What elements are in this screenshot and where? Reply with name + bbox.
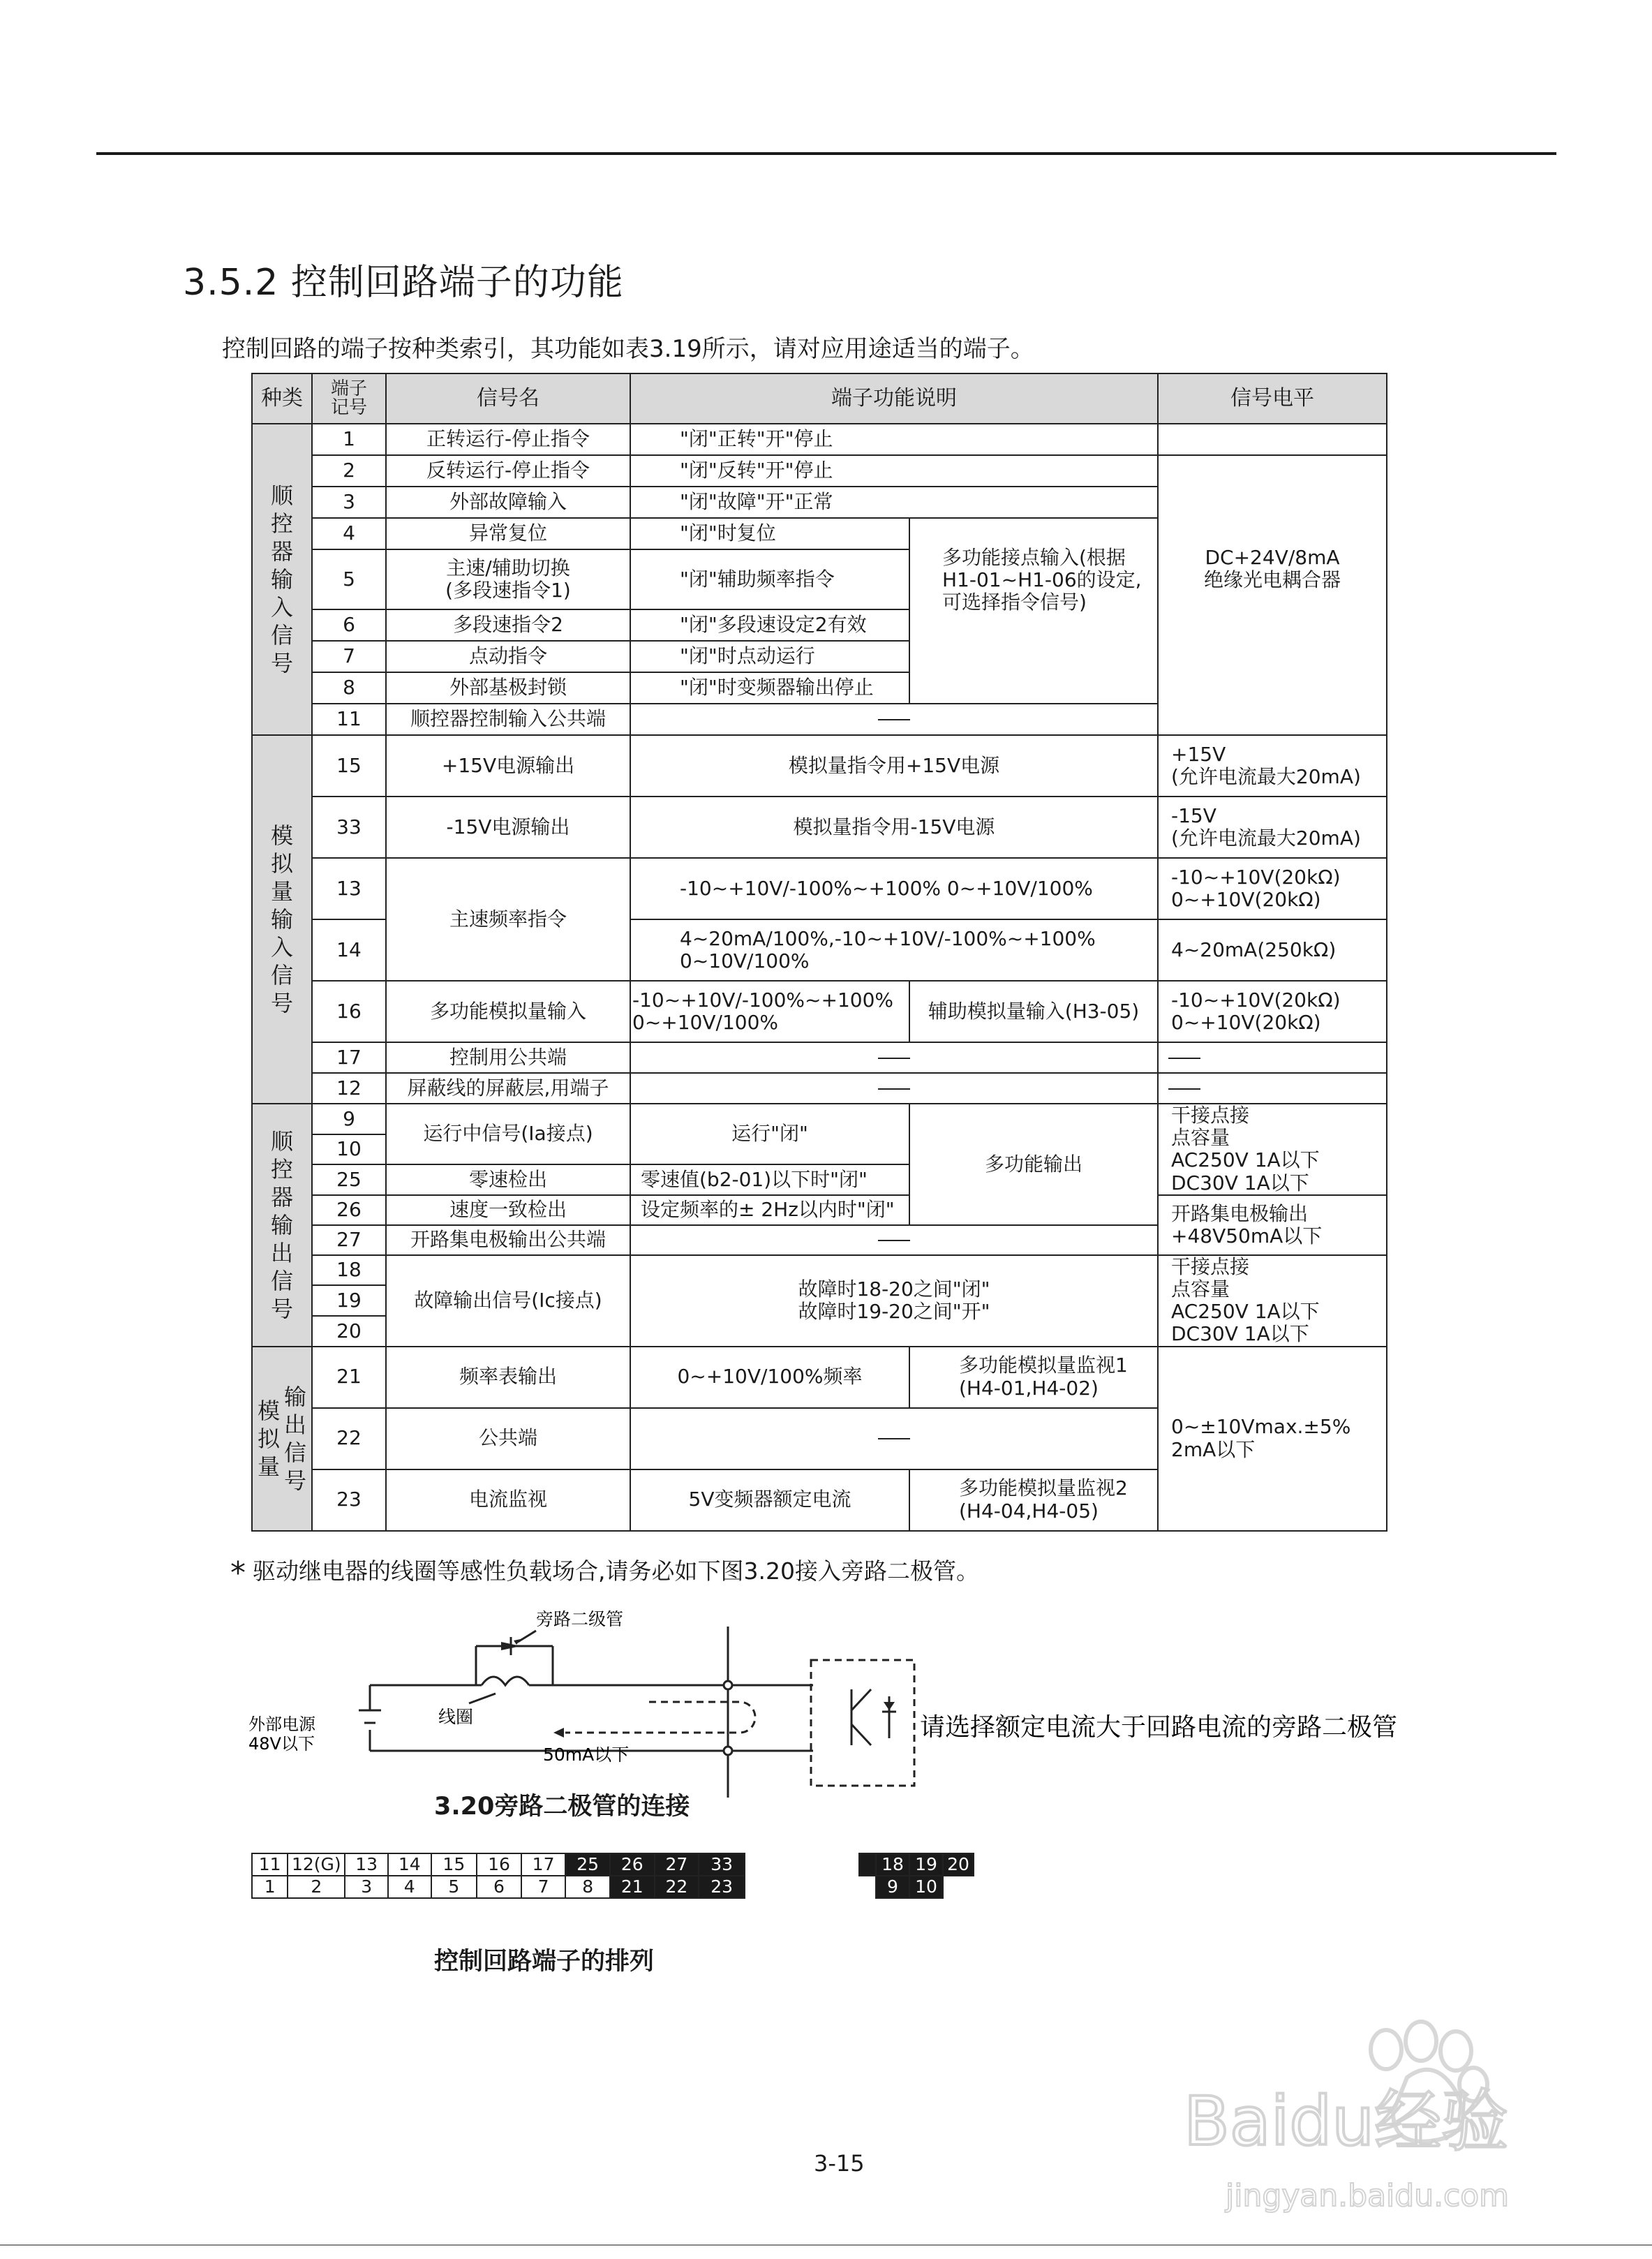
function-desc-secondary: 多功能模拟量监视1 (H4-01,H4-02) <box>909 1347 1158 1408</box>
strip-gap <box>859 1853 876 1876</box>
signal-name: 反转运行-停止指令 <box>386 455 630 487</box>
function-desc: 模拟量指令用-15V电源 <box>630 797 1158 858</box>
function-desc: "闭"辅助频率指令 <box>630 549 909 609</box>
terminal-cell: 11 <box>252 1853 288 1876</box>
terminal-id: 19 <box>312 1285 386 1316</box>
category-digital-input <box>252 424 312 735</box>
watermark-url: jingyan.baidu.com <box>1226 2178 1510 2214</box>
terminal-id: 12 <box>312 1073 386 1104</box>
terminal-id: 2 <box>312 455 386 487</box>
signal-name: 电流监视 <box>386 1469 630 1531</box>
terminal-cell: 22 <box>655 1876 699 1898</box>
terminal-id: 14 <box>312 919 386 981</box>
signal-name: 公共端 <box>386 1408 630 1469</box>
category-digital-output <box>252 1104 312 1347</box>
category-label: 顺 控 器 输 入 信 号 <box>270 482 293 676</box>
terminal-id: 7 <box>312 641 386 672</box>
terminal-cell: 27 <box>655 1853 699 1876</box>
signal-name: 主速频率指令 <box>386 858 630 981</box>
terminal-id: 9 <box>312 1104 386 1134</box>
terminal-id: 22 <box>312 1408 386 1469</box>
function-desc-secondary: 多功能模拟量监视2 (H4-04,H4-05) <box>909 1469 1158 1531</box>
supply-voltage: 48V以下 <box>248 1734 315 1754</box>
signal-name: 主速/辅助切换 (多段速指令1) <box>386 549 630 609</box>
function-desc: -10~+10V/-100%~+100% 0~+10V/100% <box>630 858 1158 919</box>
terminal-cell: 20 <box>943 1853 974 1876</box>
control-terminal-table <box>251 373 1387 1532</box>
terminal-id: 21 <box>312 1347 386 1408</box>
terminal-cell: 15 <box>431 1853 477 1876</box>
multi-function-output: 多功能输出 <box>909 1104 1158 1225</box>
terminal-id: 27 <box>312 1225 386 1255</box>
terminal-id: 26 <box>312 1195 386 1225</box>
function-desc: "闭"时复位 <box>630 518 909 549</box>
terminal-id: 16 <box>312 981 386 1042</box>
signal-name: 零速检出 <box>386 1164 630 1195</box>
table-row <box>252 858 1387 919</box>
signal-name: 多功能模拟量输入 <box>386 981 630 1042</box>
function-desc-secondary: 辅助模拟量输入(H3-05) <box>909 981 1158 1042</box>
level-dash <box>1158 1042 1387 1073</box>
function-desc: 5V变频器额定电流 <box>630 1469 909 1531</box>
table-row <box>252 1195 1387 1225</box>
signal-name: +15V电源输出 <box>386 735 630 797</box>
footer-rule <box>0 2244 1652 2246</box>
signal-name: 频率表输出 <box>386 1347 630 1408</box>
terminal-id: 23 <box>312 1469 386 1531</box>
terminal-cell: 19 <box>909 1853 943 1876</box>
coil-label: 线圈 <box>438 1707 474 1727</box>
terminal-cell: 13 <box>345 1853 388 1876</box>
intro-text: 控制回路的端子按种类索引，其功能如表3.19所示，请对应用途适当的端子。 <box>222 335 1034 363</box>
table-row <box>252 455 1387 487</box>
function-desc: 0~+10V/100%频率 <box>630 1347 909 1408</box>
table-row <box>252 735 1387 797</box>
header-level: 信号电平 <box>1158 373 1387 424</box>
terminal-id: 11 <box>312 704 386 735</box>
terminal-layout-caption: 控制回路端子的排列 <box>434 1948 655 1976</box>
terminal-cell: 8 <box>565 1876 610 1898</box>
header-rule <box>96 152 1556 155</box>
category-label: 输 出 信 号 <box>284 1383 307 1494</box>
signal-level: +15V (允许电流最大20mA) <box>1158 735 1387 797</box>
header-terminal: 端子 记号 <box>312 373 386 424</box>
terminal-cell: 3 <box>345 1876 388 1898</box>
circuit-caption: 3.20旁路二极管的连接 <box>434 1793 690 1821</box>
terminal-id: 18 <box>312 1255 386 1286</box>
signal-level: 4~20mA(250kΩ) <box>1158 919 1387 981</box>
signal-name: 控制用公共端 <box>386 1042 630 1073</box>
terminal-id: 3 <box>312 487 386 518</box>
terminal-id: 13 <box>312 858 386 919</box>
function-desc: 故障时18-20之间"闭" 故障时19-20之间"开" <box>630 1255 1158 1347</box>
function-desc: "闭"多段速设定2有效 <box>630 609 909 641</box>
signal-name: 外部基极封锁 <box>386 672 630 704</box>
function-desc: "闭"时点动运行 <box>630 641 909 672</box>
level-dash <box>1158 1073 1387 1104</box>
category-analog-input <box>252 735 312 1104</box>
signal-level: -10~+10V(20kΩ) 0~+10V(20kΩ) <box>1158 858 1387 919</box>
page-number: 3-15 <box>814 2150 865 2177</box>
section-title: 3.5.2 控制回路端子的功能 <box>183 262 624 304</box>
terminal-cell: 18 <box>876 1853 909 1876</box>
inductive-load-note: * 驱动继电器的线圈等感性负载场合,请务必如下图3.20接入旁路二极管。 <box>230 1555 979 1591</box>
table-row <box>252 981 1387 1042</box>
table-header-row <box>252 373 1387 424</box>
analog-output-level: 0~±10Vmax.±5% 2mA以下 <box>1158 1347 1387 1531</box>
terminal-id: 25 <box>312 1164 386 1195</box>
terminal-id: 20 <box>312 1316 386 1347</box>
signal-level: -15V (允许电流最大20mA) <box>1158 797 1387 858</box>
function-dash <box>630 1408 1158 1469</box>
relay-level: 干接点接 点容量 AC250V 1A以下 DC30V 1A以下 <box>1158 1104 1387 1195</box>
current-label: 50mA以下 <box>543 1745 630 1765</box>
terminal-cell: 4 <box>388 1876 431 1898</box>
function-desc: 运行"闭" <box>630 1104 909 1164</box>
terminal-id: 4 <box>312 518 386 549</box>
level-empty <box>1158 424 1387 455</box>
signal-name: 点动指令 <box>386 641 630 672</box>
digital-input-level: DC+24V/8mA 绝缘光电耦合器 <box>1158 455 1387 735</box>
terminal-cell: 17 <box>521 1853 566 1876</box>
relay-level: 干接点接 点容量 AC250V 1A以下 DC30V 1A以下 <box>1158 1255 1387 1347</box>
signal-name: 运行中信号(Ia接点) <box>386 1104 630 1164</box>
function-dash <box>630 1073 1158 1104</box>
function-desc: -10~+10V/-100%~+100% 0~+10V/100% <box>630 981 909 1042</box>
terminal-cell: 7 <box>521 1876 566 1898</box>
signal-level: -10~+10V(20kΩ) 0~+10V(20kΩ) <box>1158 981 1387 1042</box>
category-analog-output <box>252 1347 312 1531</box>
table-row <box>252 1042 1387 1073</box>
function-desc: "闭"时变频器输出停止 <box>630 672 909 704</box>
signal-name: 屏蔽线的屏蔽层,用端子 <box>386 1073 630 1104</box>
supply-label: 外部电源 <box>248 1714 315 1734</box>
terminal-cell: 33 <box>699 1853 745 1876</box>
category-label: 模 拟 量 <box>257 1397 280 1480</box>
function-desc: 设定频率的± 2Hz以内时"闭" <box>630 1195 909 1225</box>
header-function: 端子功能说明 <box>630 373 1158 424</box>
terminal-id: 1 <box>312 424 386 455</box>
header-signal: 信号名 <box>386 373 630 424</box>
signal-name: -15V电源输出 <box>386 797 630 858</box>
table-row <box>252 1073 1387 1104</box>
terminal-cell: 21 <box>610 1876 655 1898</box>
function-desc: "闭"故障"开"正常 <box>630 487 1158 518</box>
terminal-strip-left <box>251 1853 745 1899</box>
terminal-cell: 6 <box>477 1876 521 1898</box>
function-dash <box>630 1042 1158 1073</box>
function-dash <box>630 704 1158 735</box>
terminal-id: 33 <box>312 797 386 858</box>
function-desc: "闭"正转"开"停止 <box>630 424 1158 455</box>
terminal-id: 15 <box>312 735 386 797</box>
function-desc: 4~20mA/100%,-10~+10V/-100%~+100% 0~10V/100% <box>630 919 1158 981</box>
signal-name: 正转运行-停止指令 <box>386 424 630 455</box>
category-label: 顺 控 器 输 出 信 号 <box>270 1127 293 1322</box>
function-dash <box>630 1225 1158 1255</box>
function-desc: "闭"反转"开"停止 <box>630 455 1158 487</box>
terminal-cell: 14 <box>388 1853 431 1876</box>
table-row <box>252 1255 1387 1286</box>
category-label: 模 拟 量 输 入 信 号 <box>270 822 293 1016</box>
diode-advice: 请选择额定电流大于回路电流的旁路二极管 <box>920 1713 1398 1742</box>
terminal-id: 17 <box>312 1042 386 1073</box>
terminal-cell: 1 <box>252 1876 288 1898</box>
terminal-cell: 23 <box>699 1876 745 1898</box>
terminal-cell: 12(G) <box>288 1853 345 1876</box>
function-desc: 零速值(b2-01)以下时"闭" <box>630 1164 909 1195</box>
watermark-brand: Baidu经验 <box>1184 2082 1509 2161</box>
signal-name: 速度一致检出 <box>386 1195 630 1225</box>
baidu-watermark <box>1177 2008 1568 2217</box>
header-category: 种类 <box>252 373 312 424</box>
terminal-cell: 26 <box>610 1853 655 1876</box>
terminal-cell: 5 <box>431 1876 477 1898</box>
signal-name: 多段速指令2 <box>386 609 630 641</box>
terminal-cell: 10 <box>909 1876 943 1898</box>
terminal-id: 10 <box>312 1134 386 1165</box>
terminal-cell: 16 <box>477 1853 521 1876</box>
signal-name: 故障输出信号(Ic接点) <box>386 1255 630 1347</box>
multi-function-input-note: 多功能接点输入(根据 H1-01~H1-06的设定, 可选择指令信号) <box>909 518 1158 704</box>
signal-name: 异常复位 <box>386 518 630 549</box>
strip-gap <box>859 1876 876 1898</box>
table-row <box>252 1347 1387 1408</box>
open-collector-level: 开路集电极输出 +48V50mA以下 <box>1158 1195 1387 1255</box>
diode-label: 旁路二级管 <box>536 1609 624 1629</box>
bypass-diode-circuit <box>244 1599 1466 1801</box>
terminal-cell: 2 <box>288 1876 345 1898</box>
terminal-id: 8 <box>312 672 386 704</box>
terminal-cell: 9 <box>876 1876 909 1898</box>
table-row <box>252 797 1387 858</box>
signal-name: 顺控器控制输入公共端 <box>386 704 630 735</box>
terminal-strip-right <box>858 1853 974 1899</box>
terminal-id: 6 <box>312 609 386 641</box>
signal-name: 外部故障输入 <box>386 487 630 518</box>
terminal-id: 5 <box>312 549 386 609</box>
terminal-cell: 25 <box>565 1853 610 1876</box>
function-desc: 模拟量指令用+15V电源 <box>630 735 1158 797</box>
table-row <box>252 424 1387 455</box>
signal-name: 开路集电极输出公共端 <box>386 1225 630 1255</box>
table-row <box>252 1104 1387 1134</box>
